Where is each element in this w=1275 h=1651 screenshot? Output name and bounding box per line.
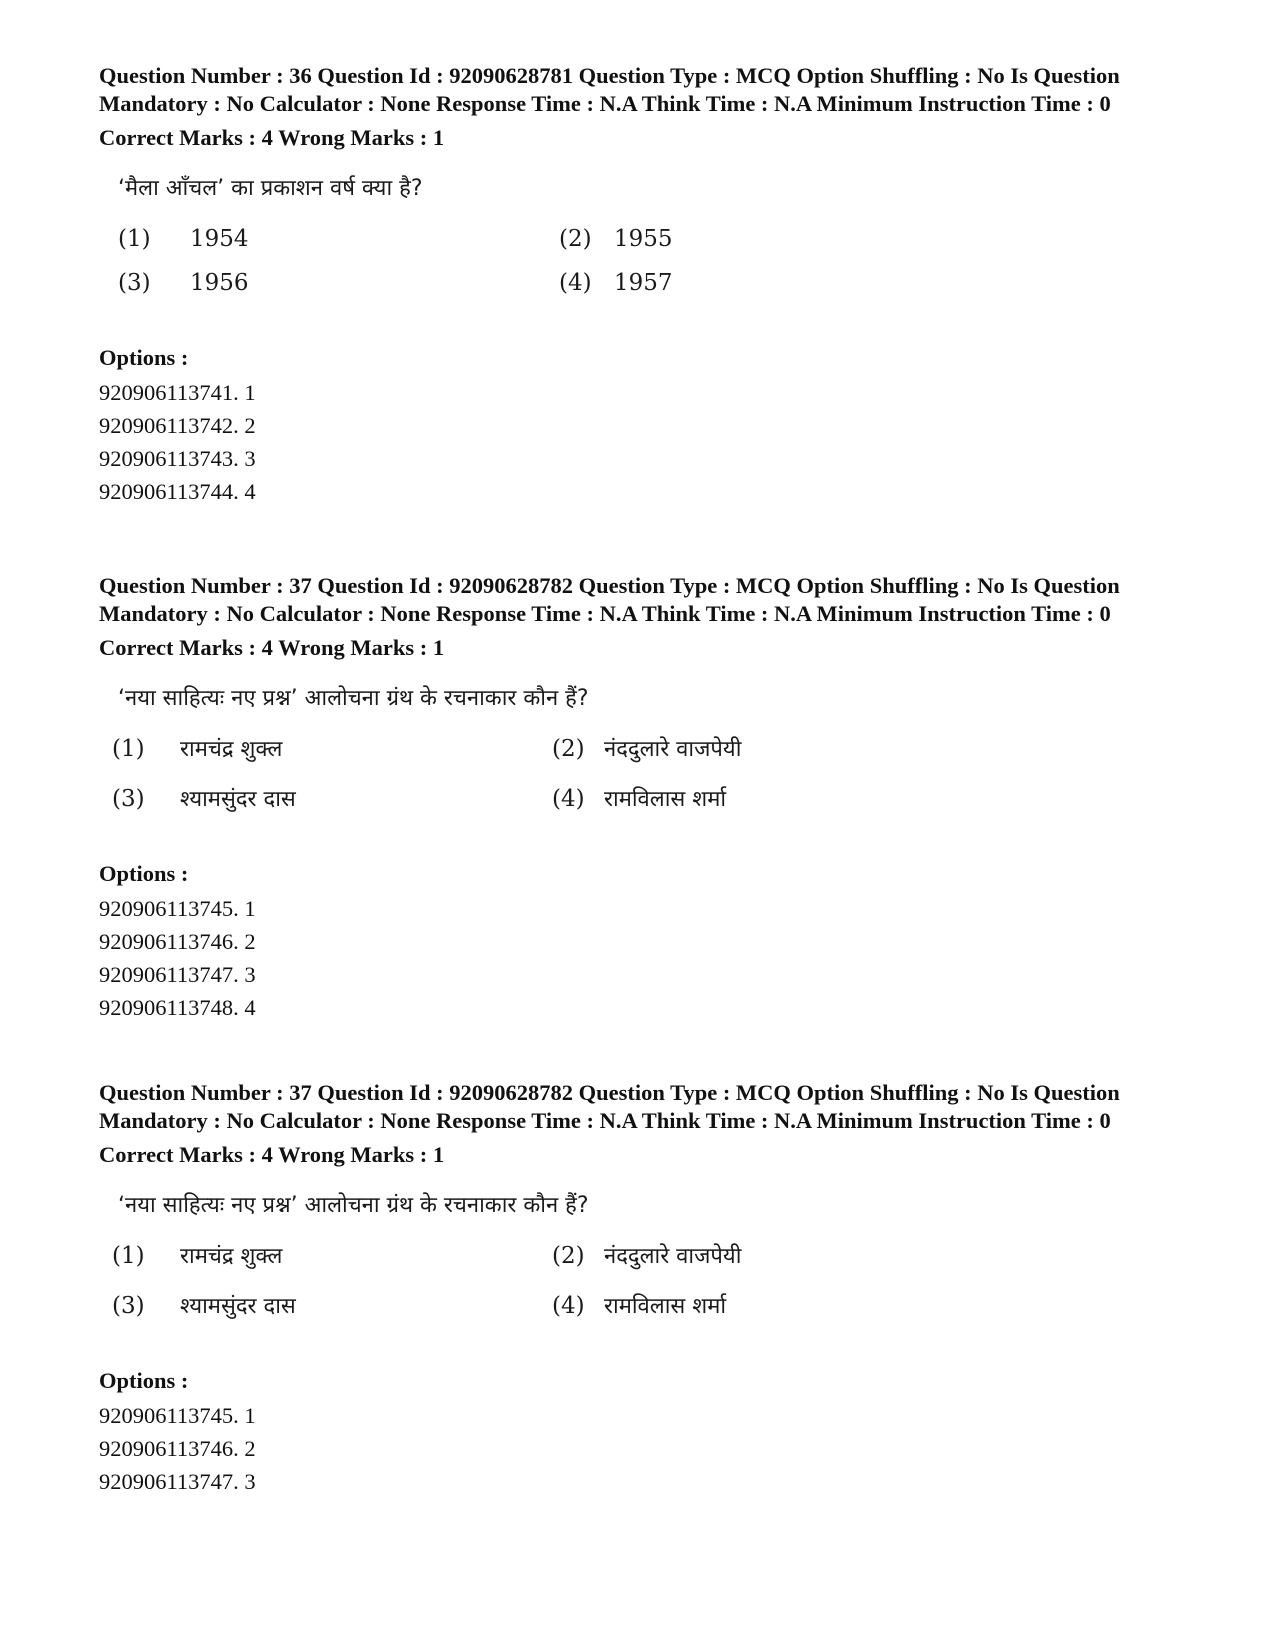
choice-text: रामविलास शर्मा	[604, 1294, 727, 1319]
choice-number: (2)	[552, 1243, 585, 1269]
answer-choice-4	[559, 268, 673, 298]
option-id: 920906113748. 4	[99, 995, 256, 1020]
options-list	[99, 376, 1199, 508]
choice-number: (4)	[552, 786, 585, 812]
answer-choice-1	[112, 734, 282, 765]
choice-text: श्यामसुंदर दास	[180, 1294, 296, 1319]
answer-choices	[99, 224, 1199, 316]
question-stem: ‘नया साहित्यः नए प्रश्न’ आलोचना ग्रंथ के रचनाकार कौन हैं?	[118, 1193, 589, 1218]
question-block-37	[99, 572, 1199, 1024]
choice-number: (1)	[118, 226, 151, 252]
choice-text: रामचंद्र शुक्ल	[180, 737, 283, 762]
answer-choice-4	[552, 784, 726, 815]
option-id: 920906113741. 1	[99, 380, 256, 405]
choice-text: 1955	[614, 226, 673, 252]
option-id: 920906113745. 1	[99, 896, 256, 921]
choice-text: नंददुलारे वाजपेयी	[604, 1244, 742, 1269]
choice-text: रामविलास शर्मा	[604, 787, 727, 812]
option-id: 920906113744. 4	[99, 479, 256, 504]
choice-number: (3)	[112, 1293, 145, 1319]
question-header: Question Number : 37 Question Id : 92090628782 Question Type : MCQ Option Shuffling : No Is Question Mandatory : No Calculator : None Response Time : N.A Think Time : N.A Minimum Instruction Time : 0	[99, 573, 1120, 626]
answer-choice-3	[112, 784, 296, 815]
answer-choice-1	[112, 1241, 282, 1272]
option-id: 920906113747. 3	[99, 962, 256, 987]
choice-number: (4)	[552, 1293, 585, 1319]
option-id: 920906113746. 2	[99, 929, 256, 954]
choice-number: (3)	[118, 270, 151, 296]
options-list	[99, 1399, 1199, 1498]
options-title: Options :	[99, 1368, 189, 1393]
question-header: Question Number : 37 Question Id : 92090628782 Question Type : MCQ Option Shuffling : No Is Question Mandatory : No Calculator : None Response Time : N.A Think Time : N.A Minimum Instruction Time : 0	[99, 1080, 1120, 1133]
answer-choice-3	[118, 268, 249, 298]
options-list	[99, 892, 1199, 1024]
option-id: 920906113743. 3	[99, 446, 256, 471]
choice-text: 1956	[190, 270, 249, 296]
choice-text: 1954	[190, 226, 249, 252]
question-marks: Correct Marks : 4 Wrong Marks : 1	[99, 1142, 445, 1167]
option-id: 920906113745. 1	[99, 1403, 256, 1428]
choice-number: (1)	[112, 1243, 145, 1269]
answer-choice-2	[552, 1241, 741, 1272]
choice-text: नंददुलारे वाजपेयी	[604, 737, 742, 762]
option-id: 920906113747. 3	[99, 1469, 256, 1494]
question-stem: ‘नया साहित्यः नए प्रश्न’ आलोचना ग्रंथ के रचनाकार कौन हैं?	[118, 686, 589, 711]
question-block-37-repeat	[99, 1079, 1199, 1498]
answer-choices	[99, 1241, 1199, 1339]
answer-choice-3	[112, 1291, 296, 1322]
option-id: 920906113746. 2	[99, 1436, 256, 1461]
question-marks: Correct Marks : 4 Wrong Marks : 1	[99, 125, 445, 150]
choice-number: (3)	[112, 786, 145, 812]
answer-choices	[99, 734, 1199, 832]
options-title: Options :	[99, 861, 189, 886]
question-marks: Correct Marks : 4 Wrong Marks : 1	[99, 635, 445, 660]
option-id: 920906113742. 2	[99, 413, 256, 438]
answer-choice-2	[552, 734, 741, 765]
answer-choice-1	[118, 224, 249, 254]
choice-text: रामचंद्र शुक्ल	[180, 1244, 283, 1269]
choice-number: (2)	[559, 226, 592, 252]
question-header: Question Number : 36 Question Id : 92090628781 Question Type : MCQ Option Shuffling : No Is Question Mandatory : No Calculator : None Response Time : N.A Think Time : N.A Minimum Instruction Time : 0	[99, 63, 1120, 116]
question-block-36	[99, 62, 1199, 508]
answer-choice-4	[552, 1291, 726, 1322]
choice-number: (4)	[559, 270, 592, 296]
question-stem: ‘मैला आँचल’ का प्रकाशन वर्ष क्या है?	[118, 176, 423, 201]
options-title: Options :	[99, 345, 189, 370]
choice-number: (1)	[112, 736, 145, 762]
answer-choice-2	[559, 224, 673, 254]
choice-text: 1957	[614, 270, 673, 296]
choice-number: (2)	[552, 736, 585, 762]
choice-text: श्यामसुंदर दास	[180, 787, 296, 812]
